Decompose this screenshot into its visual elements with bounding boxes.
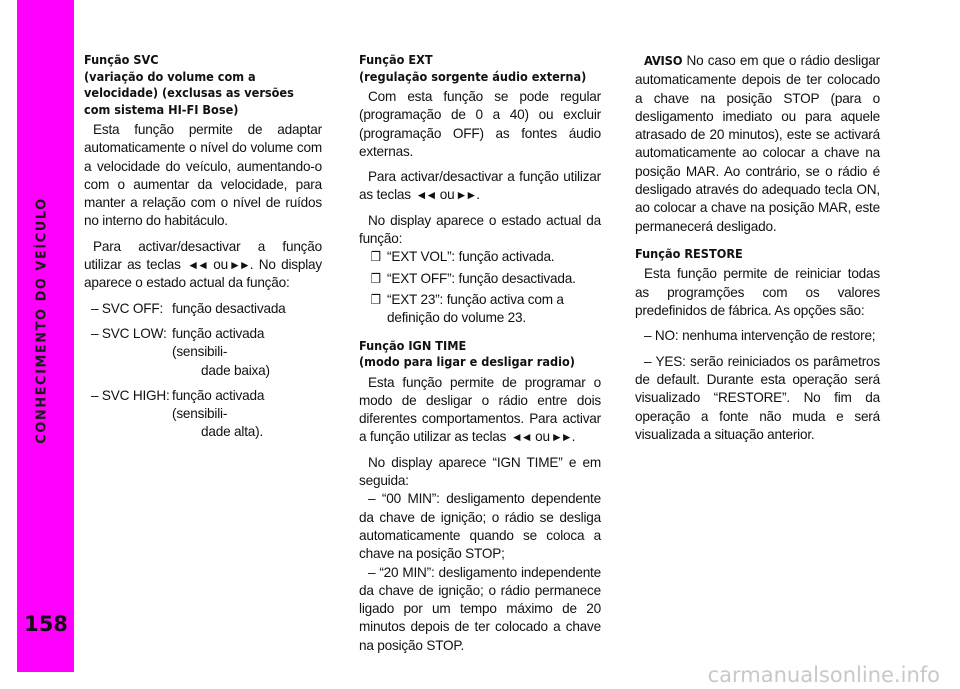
svc-option: – SVC LOW: função activada (sensibili- dade baixa) — [91, 325, 270, 378]
column-left — [84, 52, 322, 449]
ext-bullet: ❒ “EXT 23”: função activa com a definição do volume 23. — [359, 291, 601, 328]
aviso-label: AVISO — [644, 54, 683, 69]
svc-option: – SVC OFF: função desactivada — [91, 300, 286, 316]
ext-heading: Função EXT (regulação sorgente áudio externa) — [359, 52, 587, 84]
column-middle — [359, 52, 601, 655]
ext-instructions: Para activar/desactivar a função utilizar as teclas ◄◄ ou►►. — [359, 169, 601, 203]
ign-display-note: No display aparece “IGN TIME” e em seguida: — [359, 454, 601, 489]
ext-bullet: ❒ “EXT VOL”: função activada. — [359, 248, 601, 266]
rewind-icon: ◄◄ — [415, 188, 436, 203]
ign-description: Esta função permite de programar o modo de desligar o rádio entre dois diferentes comportamentos. Para activar a função utilizar as teclas ◄◄ ou►►. — [359, 374, 601, 445]
checkbox-icon: ❒ — [370, 249, 381, 265]
ext-bullet: ❒ “EXT OFF”: função desactivada. — [359, 270, 601, 288]
ign-option-20: – “20 MIN”: desligamento independente da chave de ignição; o rádio permanece ligado por um tempo máximo de 20 minutos depois de ter colocado a chave na posição STOP. — [359, 564, 601, 653]
restore-description: Esta função permite de reiniciar todas as programções com os valores predefinidos de fábrica. As opções são: — [635, 266, 880, 319]
forward-icon: ►► — [550, 430, 571, 445]
forward-icon: ►► — [229, 258, 249, 273]
section-title: CONHECIMENTO DO VEÍCULO — [34, 196, 50, 444]
ext-description: Com esta função se pode regular (programação de 0 a 40) ou excluir (programação OFF) as fontes áudio externas. — [359, 89, 601, 159]
svc-instructions: Para activar/desactivar a função utilizar as teclas ◄◄ ou►►. No display aparece o estado actual da função: — [84, 238, 323, 291]
rewind-icon: ◄◄ — [187, 258, 207, 273]
checkbox-icon: ❒ — [370, 291, 381, 307]
restore-heading: Função RESTORE — [635, 245, 743, 261]
svc-heading: Função SVC (variação do volume com a velocidade) (exclusas as versões com sistema HI-FI Bose) — [84, 52, 294, 117]
ext-display-note: No display aparece o estado actual da função: — [359, 212, 601, 247]
ign-heading: Função IGN TIME (modo para ligar e desligar radio) — [359, 337, 575, 370]
checkbox-icon: ❒ — [370, 270, 381, 286]
aviso-note: AVISO No caso em que o rádio desligar automaticamente depois de ter colocado a chave na posição STOP (para o desligamento imediato ou para aquele atrasado de 20 minutos), este se activará automaticamente ao colocar a chave na posição MAR. Ao contrário, se o rádio é desligado através do adequado tecla ON, ao colocar a chave na posição MAR, este permanecerá desligado. — [635, 53, 880, 234]
svc-description: Esta função permite de adaptar automaticamente o nível do volume com a velocidade do veículo, aumentando-o com o aumentar da velocidade, para manter a relação com o nível de ruídos no interno do habitáculo. — [84, 122, 322, 229]
restore-option-yes: – YES: serão reiniciados os parâmetros de default. Durante esta operação será visualizado “RESTORE”. No fim da operação a fonte não muda e será visualizada a situação anterior. — [635, 353, 880, 442]
rewind-icon: ◄◄ — [510, 430, 531, 445]
forward-icon: ►► — [455, 188, 476, 203]
ign-option-00: – “00 MIN”: desligamento dependente da chave de ignição; o rádio se desliga automaticamente quando se coloca a chave na posição STOP; — [359, 491, 601, 562]
page-number: 158 — [24, 612, 68, 636]
svc-option: – SVC HIGH: função activada (sensibili- dade alta). — [91, 387, 265, 440]
restore-option-no: – NO: nenhuma intervenção de restore; — [644, 328, 876, 344]
watermark: carmanualsonline.info — [707, 663, 940, 687]
column-right — [635, 52, 880, 451]
